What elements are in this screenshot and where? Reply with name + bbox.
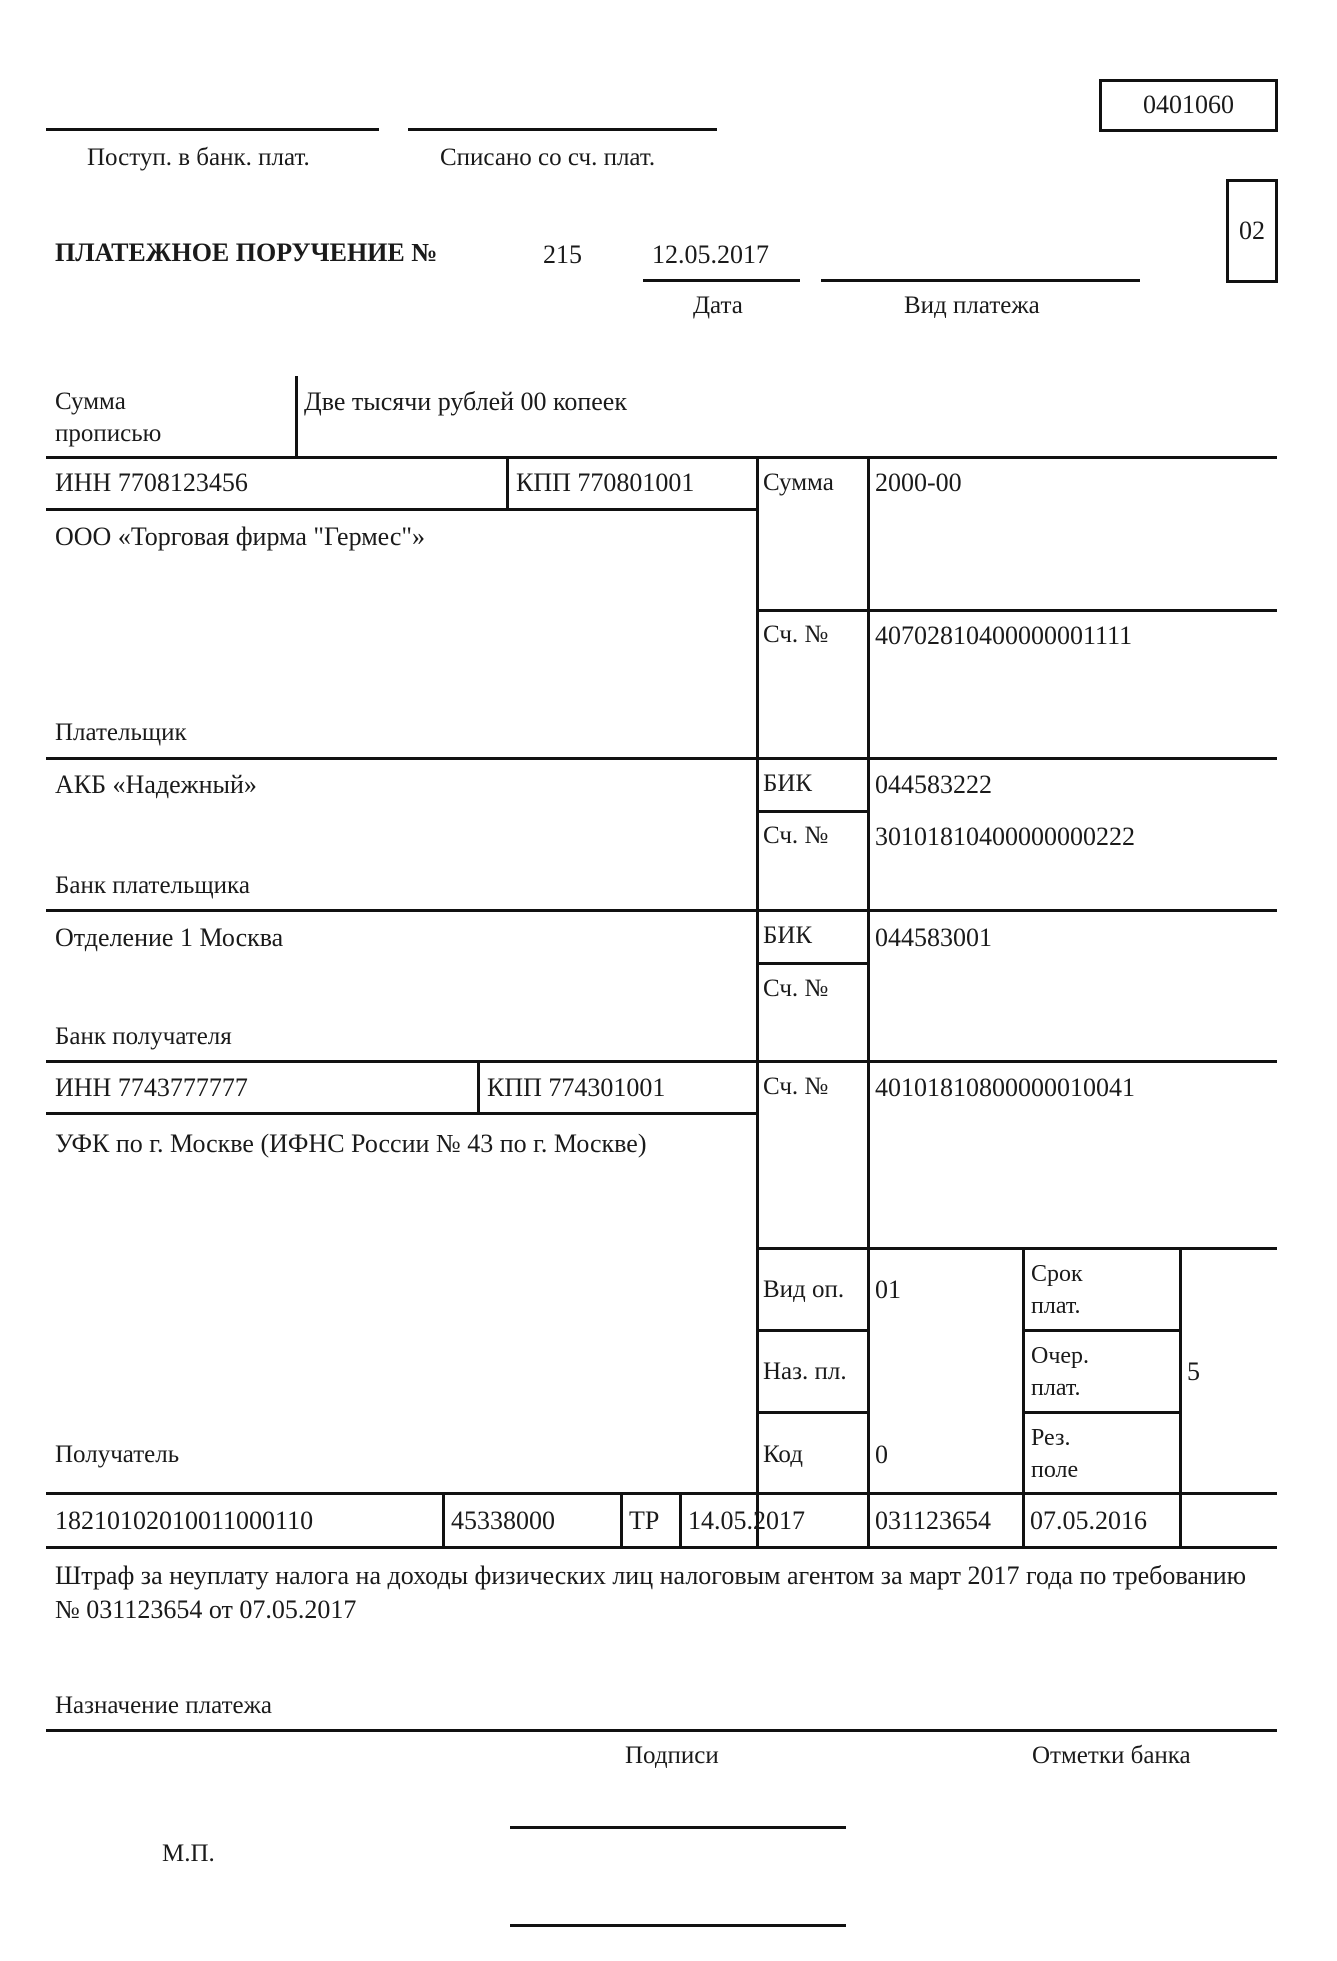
payee-bank-label: Банк получателя (55, 1023, 232, 1050)
date-line (643, 279, 800, 282)
grid-line (46, 1060, 1277, 1063)
term-label: Срок плат. (1031, 1261, 1083, 1319)
grid-line (46, 1112, 756, 1115)
priority: 5 (1187, 1357, 1200, 1386)
grid-line (46, 508, 756, 511)
payer-bank-account-label: Сч. № (763, 822, 829, 849)
grid-line (1022, 1247, 1025, 1546)
bank-marks-label: Отметки банка (1032, 1742, 1191, 1769)
page-title: ПЛАТЕЖНОЕ ПОРУЧЕНИЕ № (55, 238, 438, 267)
purpose-label: Назначение платежа (55, 1692, 272, 1719)
grid-line (756, 1329, 867, 1332)
payee-bank-bik: 044583001 (875, 923, 992, 952)
grid-line (477, 1060, 480, 1112)
form-code: 0401060 (1143, 90, 1234, 119)
payee-bank-account-label: Сч. № (763, 975, 829, 1002)
grid-line (620, 1492, 623, 1546)
amount-words-value: Две тысячи рублей 00 копеек (304, 387, 627, 416)
grid-line (46, 1492, 1277, 1495)
payer-amount-label: Сумма (763, 469, 834, 496)
grid-line (756, 1411, 867, 1414)
tax-period: 14.05.2017 (688, 1506, 805, 1535)
grid-line (442, 1492, 445, 1546)
grid-line (506, 456, 509, 508)
grid-line (1022, 1411, 1179, 1414)
date-label: Дата (693, 292, 743, 319)
grid-line (46, 757, 1277, 760)
payer-inn: ИНН 7708123456 (55, 468, 248, 497)
received-label: Поступ. в банк. плат. (87, 144, 310, 171)
status-code: 02 (1239, 216, 1265, 245)
payer-bank-name: АКБ «Надежный» (55, 770, 257, 799)
reserve-label: Рез. поле (1031, 1425, 1079, 1483)
grid-line (756, 1247, 1277, 1250)
signature-line-2 (510, 1924, 846, 1927)
payer-account-label: Сч. № (763, 621, 829, 648)
payer-account: 40702810400000001111 (875, 621, 1133, 650)
tax-doc-number: 031123654 (875, 1506, 992, 1535)
tax-oktmo: 45338000 (451, 1506, 555, 1535)
payee-account: 40101810800000010041 (875, 1073, 1135, 1102)
payer-amount: 2000-00 (875, 468, 962, 497)
grid-line (1022, 1329, 1179, 1332)
payment-type-line (821, 279, 1140, 282)
payment-type-label: Вид платежа (904, 292, 1040, 319)
grid-line (46, 456, 1277, 459)
grid-line (679, 1492, 682, 1546)
grid-line (1179, 1247, 1182, 1546)
order-number: 215 (543, 240, 582, 269)
payer-bank-label: Банк плательщика (55, 872, 250, 899)
grid-line (867, 456, 870, 1546)
payer-label: Плательщик (55, 719, 187, 746)
tax-kbk: 18210102010011000110 (55, 1506, 314, 1535)
amount-words-divider (295, 376, 298, 456)
order-date: 12.05.2017 (652, 240, 769, 269)
priority-label: Очер. плат. (1031, 1343, 1090, 1401)
received-line (46, 128, 379, 131)
payer-bank-bik: 044583222 (875, 770, 992, 799)
payee-account-label: Сч. № (763, 1073, 829, 1100)
payee-name: УФК по г. Москве (ИФНС России № 43 по г. Москве) (55, 1129, 647, 1158)
payer-bank-bik-label: БИК (763, 770, 813, 797)
stamp-label: М.П. (162, 1840, 215, 1867)
grid-line (46, 1729, 1277, 1732)
tax-basis: ТР (629, 1506, 660, 1535)
payee-bank-name: Отделение 1 Москва (55, 923, 284, 952)
grid-line (756, 456, 759, 1546)
payer-bank-account: 30101810400000000222 (875, 822, 1135, 851)
tax-doc-date: 07.05.2016 (1030, 1506, 1147, 1535)
code: 0 (875, 1440, 888, 1469)
signature-line-1 (510, 1826, 846, 1829)
debited-line (408, 128, 717, 131)
payee-inn: ИНН 7743777777 (55, 1073, 248, 1102)
op-type-label: Вид оп. (763, 1276, 845, 1303)
payee-label: Получатель (55, 1441, 180, 1468)
payee-kpp: КПП 774301001 (487, 1073, 666, 1102)
grid-line (756, 962, 867, 965)
grid-line (46, 909, 1277, 912)
debited-label: Списано со сч. плат. (440, 144, 656, 171)
purpose-text: Штраф за неуплату налога на доходы физических лиц налоговым агентом за март 2017 года по требованию № 031123654 от 07.05.2017 (55, 1561, 1247, 1624)
amount-words-label: Сумма прописью (55, 388, 162, 447)
grid-line (756, 810, 867, 813)
grid-line (756, 609, 1277, 612)
grid-line (46, 1546, 1277, 1549)
purpose-type-label: Наз. пл. (763, 1358, 847, 1385)
payee-bank-bik-label: БИК (763, 922, 813, 949)
payer-name: ООО «Торговая фирма "Гермес"» (55, 522, 425, 551)
op-type: 01 (875, 1275, 901, 1304)
signatures-label: Подписи (625, 1742, 719, 1769)
code-label: Код (763, 1441, 803, 1468)
payer-kpp: КПП 770801001 (516, 468, 695, 497)
